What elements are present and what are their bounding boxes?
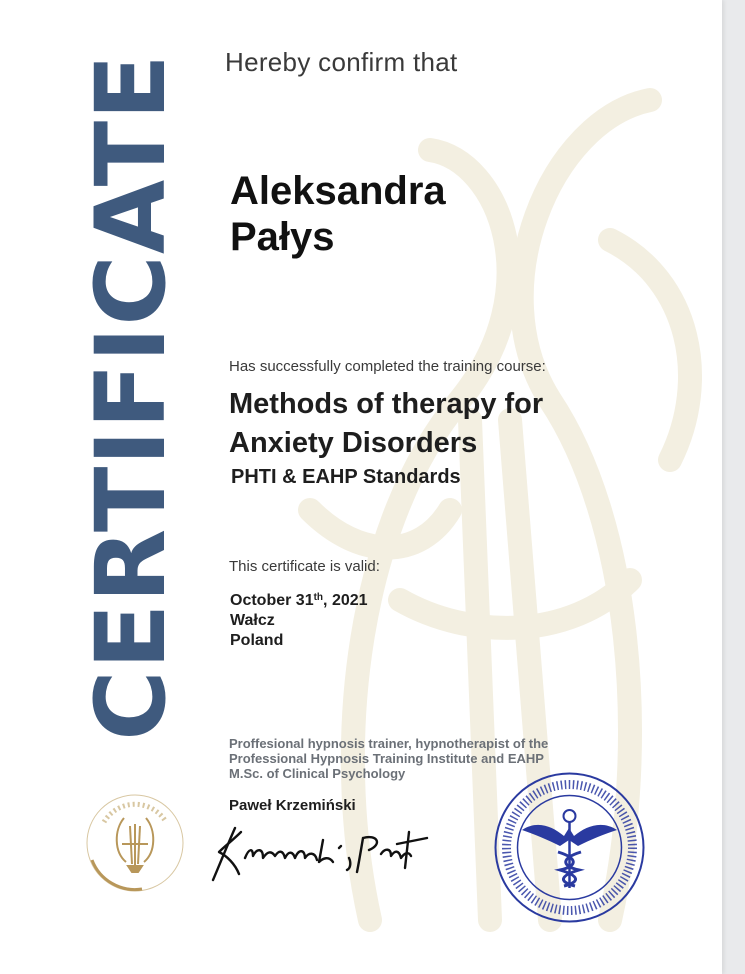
lyre-icon: [117, 818, 154, 872]
course-title: [229, 385, 543, 463]
trainer-line-1: Proffesional hypnosis trainer, hypnotherapist of the: [229, 736, 549, 751]
recipient-name: [230, 168, 446, 260]
handwritten-signature: [205, 818, 435, 888]
confirm-text: Hereby confirm that: [225, 47, 458, 77]
institute-logo: [82, 790, 188, 896]
course-standards: PHTI & EAHP Standards: [231, 466, 461, 488]
validity-details: [230, 588, 368, 651]
valid-date: [230, 588, 368, 611]
course-title-line-2: Anxiety Disorders: [229, 427, 478, 459]
vertical-certificate-title: CERTIFICATE: [75, 53, 187, 741]
valid-city: Wałcz: [230, 612, 275, 629]
valid-country: Poland: [230, 632, 284, 649]
vertical-title-container: [75, 28, 187, 766]
trainer-line-3: M.Sc. of Clinical Psychology: [229, 766, 406, 781]
valid-date-suffix: th: [313, 592, 324, 603]
valid-date-year: , 2021: [323, 592, 368, 609]
association-seal: [492, 770, 647, 925]
valid-date-month-day: October 31: [230, 592, 314, 609]
completed-text: Has successfully completed the training course:: [229, 358, 546, 375]
caduceus-icon: [522, 810, 617, 888]
recipient-last-name: Pałys: [230, 215, 335, 259]
recipient-first-name: Aleksandra: [230, 169, 446, 213]
signer-name: Paweł Krzemiński: [229, 797, 356, 814]
valid-label: This certificate is valid:: [229, 558, 380, 575]
trainer-line-2: Professional Hypnosis Training Institute and EAHP: [229, 751, 544, 766]
course-title-line-1: Methods of therapy for: [229, 388, 544, 420]
